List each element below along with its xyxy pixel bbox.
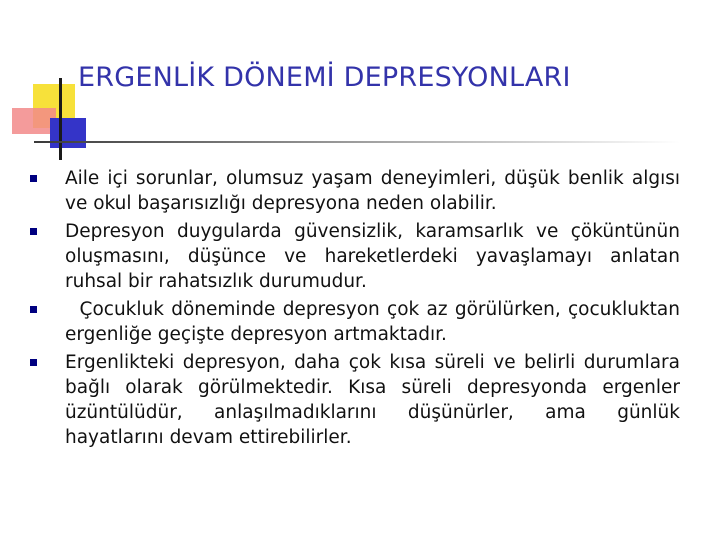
bullet-text: Depresyon duygularda güvensizlik, karamsarlık ve çöküntünün oluşmasını, düşünce ve hareketlerdeki yavaşlamayı anlatan ruhsal bir rahatsızlık durumudur. (65, 221, 680, 292)
square-bullet-icon (30, 306, 37, 313)
square-bullet-icon (30, 175, 37, 182)
slide-title: ERGENLİK DÖNEMİ DEPRESYONLARI (78, 62, 571, 93)
logo-vertical-line (59, 78, 62, 160)
bullet-item (30, 166, 680, 216)
bullet-item (30, 219, 680, 294)
bullet-text: Çocukluk döneminde depresyon çok az görülürken, çocukluktan ergenliğe geçişte depresyon artmaktadır. (65, 299, 686, 345)
bullet-text: Aile içi sorunlar, olumsuz yaşam deneyimleri, düşük benlik algısı ve okul başarısızlığı depresyona neden olabilir. (65, 168, 680, 214)
square-bullet-icon (30, 228, 37, 235)
bullet-item (30, 350, 680, 450)
square-bullet-icon (30, 359, 37, 366)
logo-blue-block (50, 118, 86, 148)
bullet-item (30, 297, 686, 347)
title-underline (34, 141, 680, 143)
bullet-text: Ergenlikteki depresyon, daha çok kısa süreli ve belirli durumlara bağlı olarak görülmektedir. Kısa süreli depresyonda ergenler üzüntülüdür, anlaşılmadıklarını düşünürler, ama günlük hayatlarını devam ettirebilirler. (65, 352, 680, 448)
bullet-list (30, 166, 686, 453)
